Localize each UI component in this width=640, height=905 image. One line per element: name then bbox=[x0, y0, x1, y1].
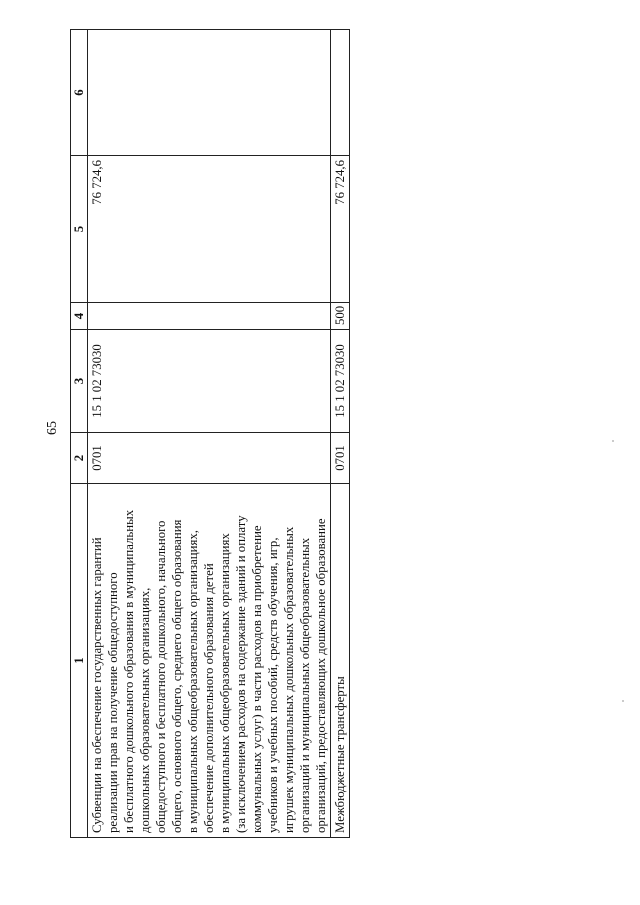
rotated-table-wrapper bbox=[70, 30, 370, 838]
row2-expense-type: 500 bbox=[331, 303, 350, 330]
desc-line: игрушек муниципальных дошкольных образовательных bbox=[282, 526, 296, 833]
desc-line: Субвенции на обеспечение государственных гарантий bbox=[90, 537, 104, 833]
header-col-5: 5 bbox=[71, 156, 88, 303]
desc-line: общего, основного общего, среднего общего образования bbox=[170, 519, 184, 833]
header-col-6: 6 bbox=[71, 30, 88, 156]
desc-line: в муниципальных общеобразовательных организациях bbox=[218, 533, 232, 833]
row1-target-article: 15 1 02 73030 bbox=[88, 330, 331, 433]
row1-section: 0701 bbox=[88, 433, 331, 484]
desc-line: (за исключением расходов на содержание зданий и оплату bbox=[234, 515, 248, 833]
row1-expense-type bbox=[88, 303, 331, 330]
row1-col6 bbox=[88, 30, 331, 156]
desc-line: реализации прав на получение общедоступного bbox=[106, 572, 120, 833]
desc-line: организаций и муниципальных общеобразовательных bbox=[298, 537, 312, 833]
row2-col6 bbox=[331, 30, 350, 156]
desc-line: обеспечение дополнительного образования детей bbox=[202, 563, 216, 833]
budget-table bbox=[70, 29, 350, 838]
row1-description bbox=[88, 484, 331, 838]
row2-description: Межбюджетные трансферты bbox=[331, 484, 350, 838]
table-row bbox=[331, 30, 350, 838]
desc-line: организаций, предоставляющих дошкольное образование bbox=[314, 518, 328, 833]
table-row bbox=[88, 30, 331, 838]
desc-line: коммунальных услуг) в части расходов на приобретение bbox=[250, 525, 264, 833]
header-col-2: 2 bbox=[71, 433, 88, 484]
row2-section: 0701 bbox=[331, 433, 350, 484]
header-row bbox=[71, 30, 88, 838]
row2-target-article: 15 1 02 73030 bbox=[331, 330, 350, 433]
header-col-1: 1 bbox=[71, 484, 88, 838]
desc-line: общедоступного и бесплатного дошкольного, начального bbox=[154, 520, 168, 833]
scan-speck bbox=[612, 440, 614, 442]
header-col-4: 4 bbox=[71, 303, 88, 330]
desc-line: дошкольных образовательных организациях, bbox=[138, 587, 152, 833]
page-number: 65 bbox=[45, 421, 60, 435]
row1-amount: 76 724,6 bbox=[88, 156, 331, 303]
desc-line: учебников и учебных пособий, средств обучения, игр, bbox=[266, 537, 280, 833]
scan-speck bbox=[622, 700, 624, 702]
row2-amount: 76 724,6 bbox=[331, 156, 350, 303]
desc-line: в муниципальных общеобразовательных организациях, bbox=[186, 530, 200, 833]
header-col-3: 3 bbox=[71, 330, 88, 433]
desc-line: и бесплатного дошкольного образования в муниципальных bbox=[122, 509, 136, 833]
